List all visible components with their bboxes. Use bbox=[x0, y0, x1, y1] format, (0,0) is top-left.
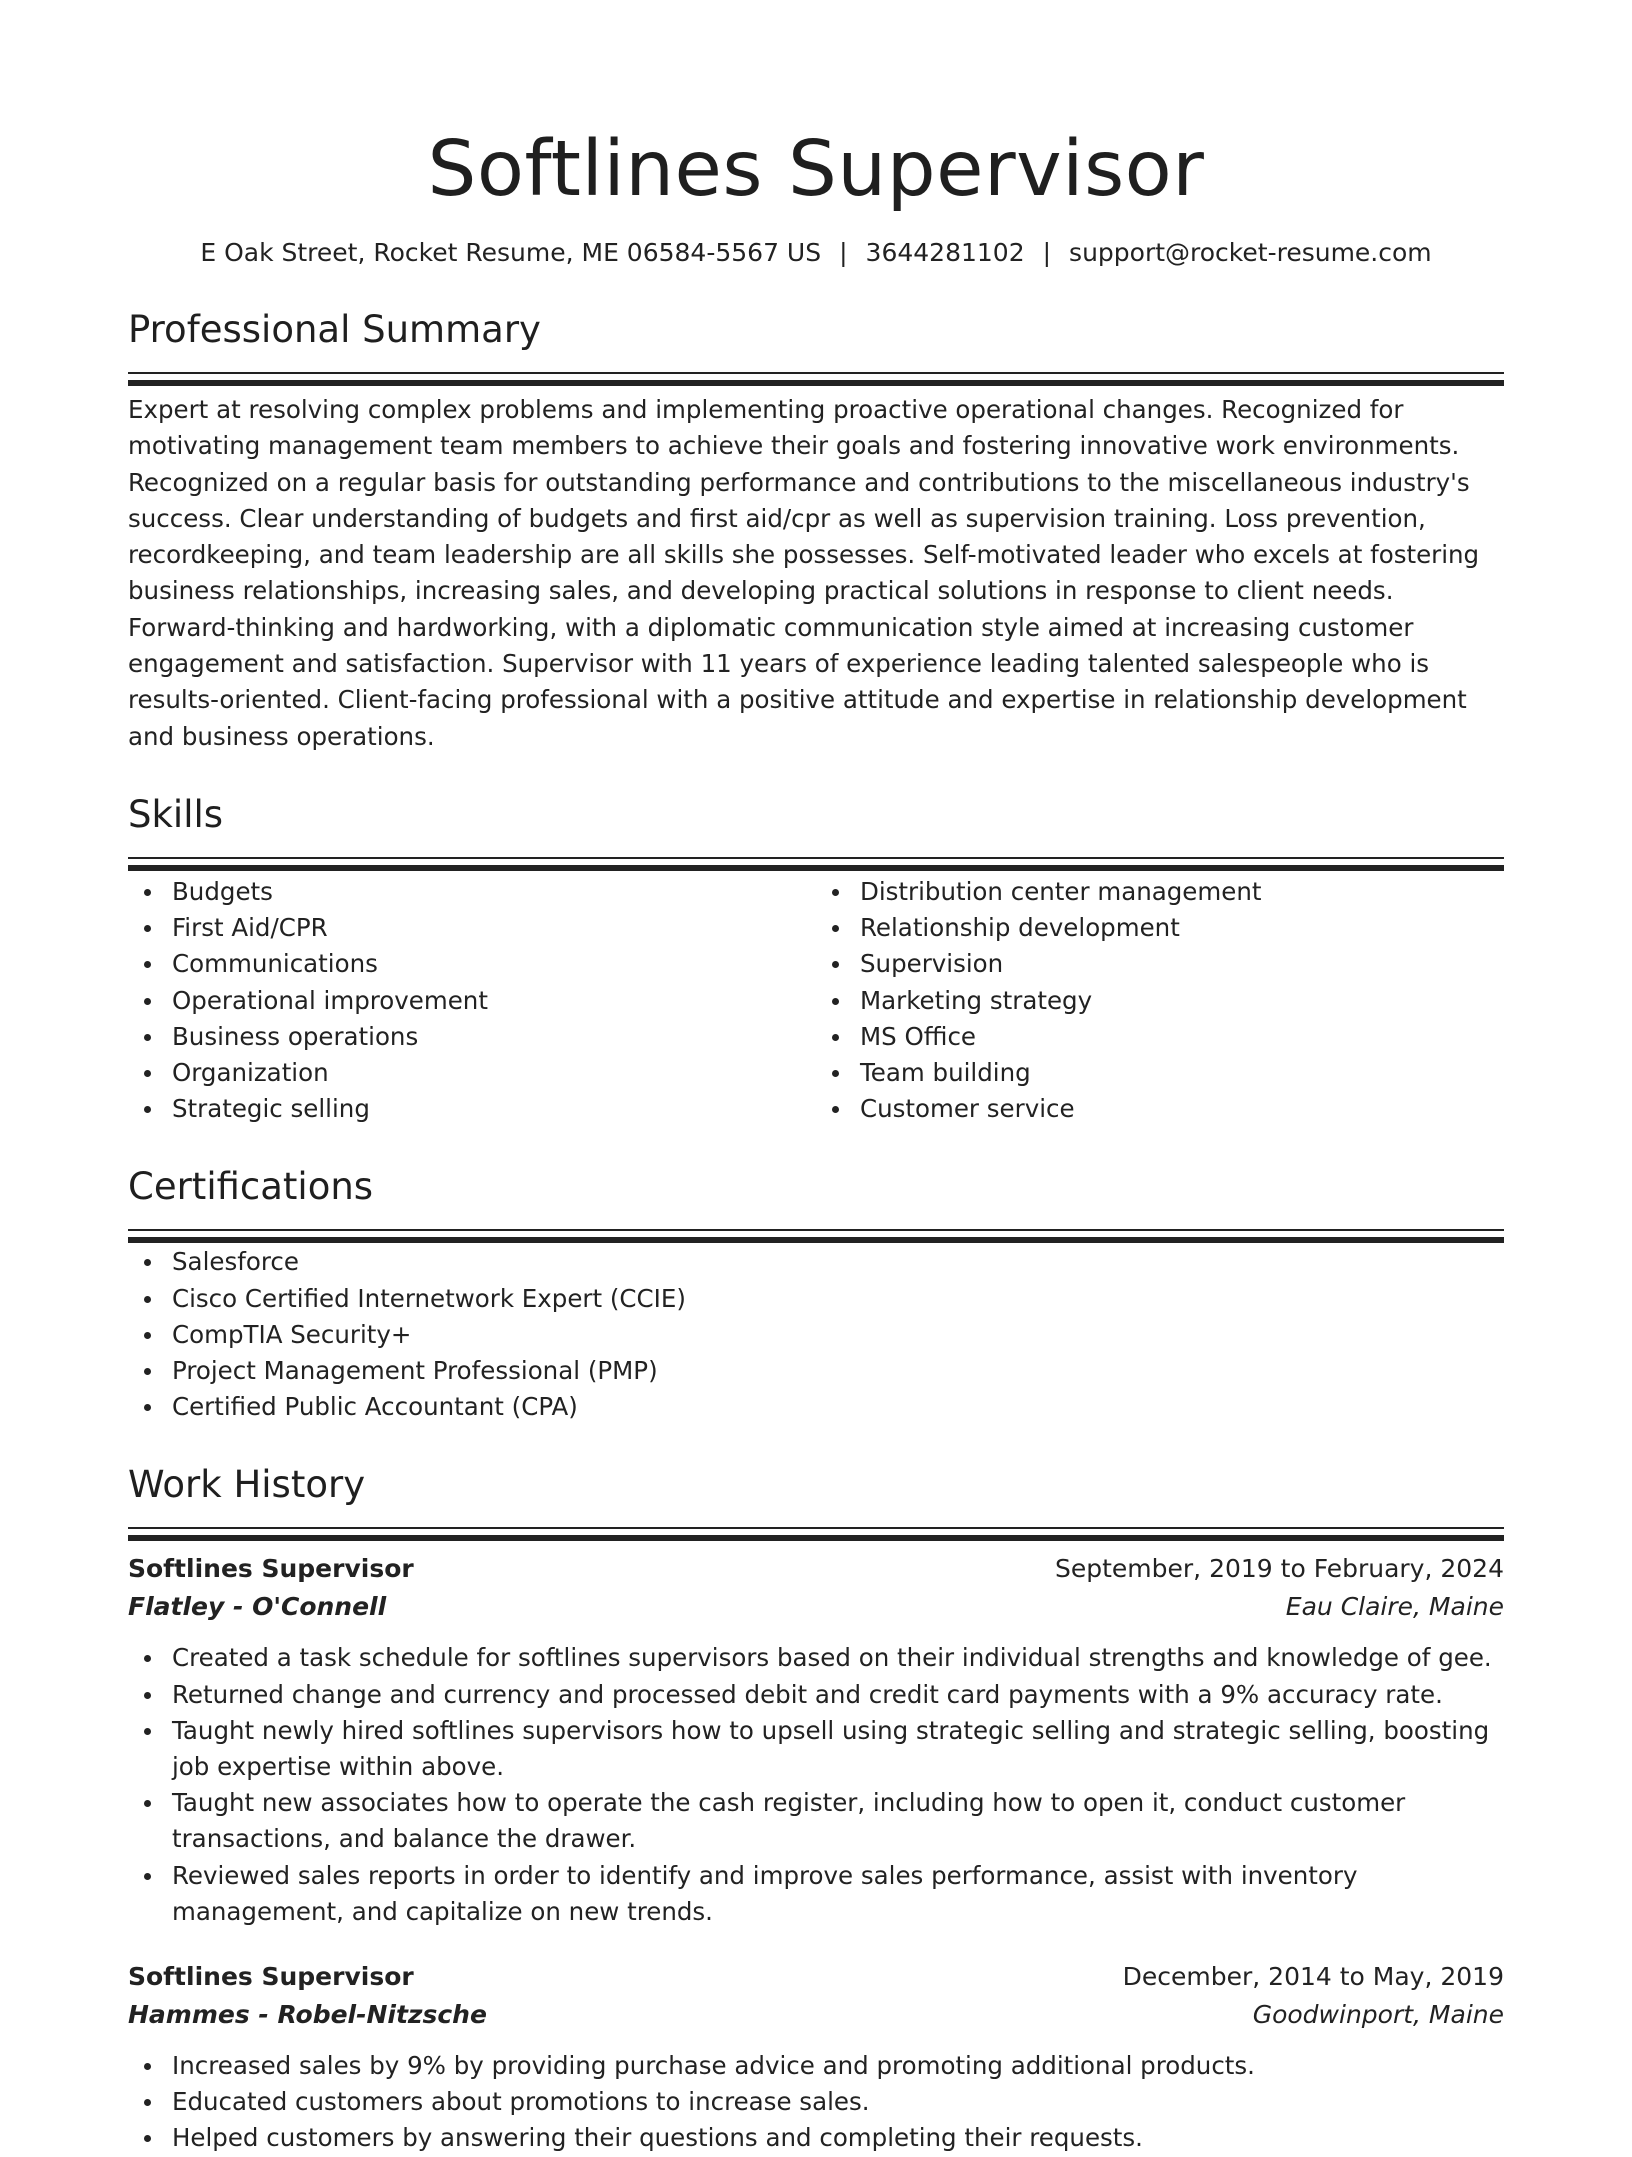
skill-item: First Aid/CPR bbox=[128, 910, 816, 946]
job-duty-item: Taught newly hired softlines supervisors how to upsell using strategic selling and strategic selling, boosting job expertise within above. bbox=[128, 1713, 1504, 1785]
contact-email: support@rocket-resume.com bbox=[1069, 238, 1432, 267]
work-history-section bbox=[128, 1461, 1504, 2156]
skill-item: Communications bbox=[128, 946, 816, 982]
job-location: Goodwinport, Maine bbox=[1252, 2000, 1504, 2030]
section-title: Work History bbox=[128, 1463, 366, 1507]
skills-list-right bbox=[816, 874, 1504, 1127]
job-duties-list bbox=[128, 1640, 1504, 1930]
job-header-row bbox=[128, 1550, 1504, 1588]
certifications-section bbox=[128, 1163, 1504, 1425]
certification-item: Salesforce bbox=[128, 1244, 1504, 1280]
section-title: Skills bbox=[128, 792, 224, 836]
job-company: Flatley - O'Connell bbox=[128, 1592, 387, 1622]
skill-item: Business operations bbox=[128, 1019, 816, 1055]
skill-item: Strategic selling bbox=[128, 1091, 816, 1127]
certification-item: Project Management Professional (PMP) bbox=[128, 1353, 1504, 1389]
job-duties-list bbox=[128, 2048, 1504, 2157]
section-divider bbox=[128, 857, 1504, 872]
contact-line bbox=[128, 236, 1504, 270]
contact-address: E Oak Street, Rocket Resume, ME 06584-5567 US bbox=[200, 238, 822, 267]
contact-separator: | bbox=[839, 238, 848, 267]
job-dates: December, 2014 to May, 2019 bbox=[1122, 1962, 1504, 1992]
section-divider bbox=[128, 1229, 1504, 1244]
job-duty-item: Taught new associates how to operate the cash register, including how to open it, conduct customer transactions, and balance the drawer. bbox=[128, 1785, 1504, 1857]
job-company-row bbox=[128, 1588, 1504, 1626]
section-divider bbox=[128, 372, 1504, 387]
skill-item: Supervision bbox=[816, 946, 1504, 982]
skills-list-left bbox=[128, 874, 816, 1127]
skill-item: MS Office bbox=[816, 1019, 1504, 1055]
certification-item: CompTIA Security+ bbox=[128, 1317, 1504, 1353]
skill-item: Distribution center management bbox=[816, 874, 1504, 910]
job-title: Softlines Supervisor bbox=[128, 1962, 414, 1992]
skill-item: Relationship development bbox=[816, 910, 1504, 946]
job-title: Softlines Supervisor bbox=[128, 1554, 414, 1584]
section-title: Professional Summary bbox=[128, 308, 541, 351]
skill-item: Team building bbox=[816, 1055, 1504, 1091]
job-duty-item: Returned change and currency and processed debit and credit card payments with a 9% accuracy rate. bbox=[128, 1677, 1504, 1713]
skill-item: Organization bbox=[128, 1055, 816, 1091]
skill-item: Marketing strategy bbox=[816, 983, 1504, 1019]
contact-phone: 3644281102 bbox=[865, 238, 1025, 267]
section-title: Certifications bbox=[128, 1165, 374, 1209]
professional-summary-section bbox=[128, 306, 1504, 755]
job-dates: September, 2019 to February, 2024 bbox=[1055, 1554, 1504, 1584]
certifications-list bbox=[128, 1244, 1504, 1425]
summary-text: Expert at resolving complex problems and implementing proactive operational changes. Recognized for motivating management team members to achieve their goals and fostering innovative work environments. Recognized on a regular basis for outstanding performance and contributions to the miscellaneous industry's success. Clear understanding of budgets and first aid/cpr as well as supervision training. Loss prevention, recordkeeping, and team leadership are all skills she possesses. Self-motivated leader who excels at fostering business relationships, increasing sales, and developing practical solutions in response to client needs. Forward-thinking and hardworking, with a diplomatic communication style aimed at increasing customer engagement and satisfaction. Supervisor with 11 years of experience leading talented salespeople who is results-oriented. Client-facing professional with a positive attitude and expertise in relationship development and business operations. bbox=[128, 395, 1480, 751]
contact-separator: | bbox=[1042, 238, 1052, 267]
skills-section bbox=[128, 791, 1504, 1127]
candidate-name: Softlines Supervisor bbox=[427, 125, 1205, 214]
job-duty-item: Increased sales by 9% by providing purchase advice and promoting additional products. bbox=[128, 2048, 1504, 2084]
job-company-row bbox=[128, 1996, 1504, 2034]
certification-item: Certified Public Accountant (CPA) bbox=[128, 1389, 1504, 1425]
job-header-row bbox=[128, 1958, 1504, 1996]
job-duty-item: Educated customers about promotions to increase sales. bbox=[128, 2084, 1504, 2120]
job-duty-item: Reviewed sales reports in order to identify and improve sales performance, assist with inventory management, and capitalize on new trends. bbox=[128, 1858, 1504, 1930]
skill-item: Operational improvement bbox=[128, 983, 816, 1019]
certification-item: Cisco Certified Internetwork Expert (CCIE) bbox=[128, 1281, 1504, 1317]
job-duty-item: Created a task schedule for softlines supervisors based on their individual strengths and knowledge of gee. bbox=[128, 1640, 1504, 1676]
job-entry bbox=[128, 1958, 1504, 2157]
job-company: Hammes - Robel-Nitzsche bbox=[128, 2000, 487, 2030]
skill-item: Customer service bbox=[816, 1091, 1504, 1127]
job-location: Eau Claire, Maine bbox=[1285, 1592, 1504, 1622]
job-duty-item: Helped customers by answering their questions and completing their requests. bbox=[128, 2120, 1504, 2156]
skills-grid bbox=[128, 874, 1504, 1127]
job-entry bbox=[128, 1550, 1504, 1930]
section-divider bbox=[128, 1527, 1504, 1542]
skill-item: Budgets bbox=[128, 874, 816, 910]
